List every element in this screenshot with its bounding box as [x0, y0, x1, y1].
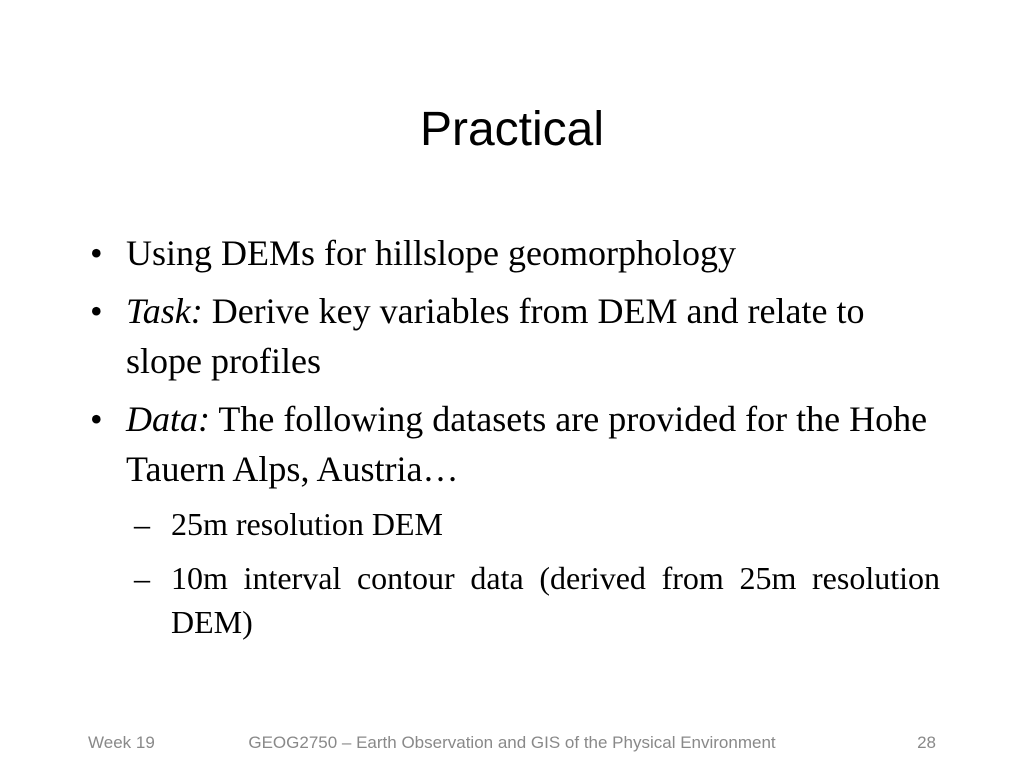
sub-bullet-dem [90, 502, 940, 546]
bullet-item-dems [90, 228, 940, 278]
footer-slide-number: 28 [917, 733, 936, 752]
sub-bullet-marker: – [134, 560, 150, 596]
footer-week: Week 19 [88, 733, 155, 752]
bullet-marker: • [90, 291, 103, 331]
footer-course-title: GEOG2750 – Earth Observation and GIS of the Physical Environment [248, 733, 776, 752]
slide-body [90, 228, 940, 654]
bullet-text: Derive key variables from DEM and relate to slope profiles [126, 291, 865, 381]
sub-bullet-contour [90, 556, 940, 644]
bullet-item-task [90, 286, 940, 386]
sub-bullet-text: 25m resolution DEM [171, 506, 443, 542]
bullet-item-data [90, 394, 940, 494]
bullet-marker: • [90, 399, 103, 439]
slide-title: Practical [419, 103, 605, 156]
sub-bullet-text: 10m interval contour data (derived from 25m resolution DEM) [171, 560, 940, 640]
bullet-marker: • [90, 233, 103, 273]
bullet-lead-data: Data: [126, 399, 210, 439]
bullet-lead-task: Task: [126, 291, 203, 331]
bullet-text: The following datasets are provided for the Hohe Tauern Alps, Austria… [126, 399, 928, 489]
sub-bullet-marker: – [134, 506, 150, 542]
bullet-text: Using DEMs for hillslope geomorphology [126, 233, 736, 273]
